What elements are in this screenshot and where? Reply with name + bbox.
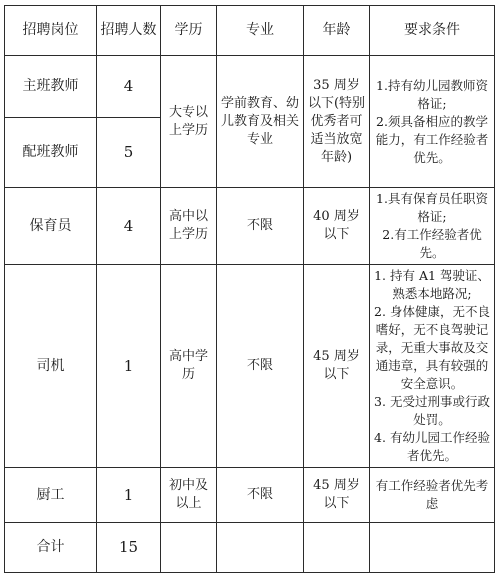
- total-count: 15: [97, 523, 161, 573]
- requirements-cell: [370, 265, 495, 468]
- age-cell: 35 周岁以下(特别优秀者可适当放宽年龄): [304, 56, 370, 188]
- count-cell: 5: [97, 118, 161, 188]
- count-cell: 1: [97, 265, 161, 468]
- post-cell: 司机: [5, 265, 97, 468]
- header-education: 学历: [161, 6, 217, 56]
- table-row: [5, 56, 495, 118]
- post-cell: 主班教师: [5, 56, 97, 118]
- empty-cell: [161, 523, 217, 573]
- requirement-item: 有工作经验者优先考虑: [375, 478, 489, 511]
- requirement-item: 2. 身体健康，无不良嗜好，无不良驾驶记录，无重大事故及交通违章，具有较强的安全意识。: [374, 304, 490, 391]
- empty-cell: [217, 523, 304, 573]
- requirement-item: 1. 持有 A1 驾驶证、熟悉本地路况;: [374, 268, 490, 301]
- header-requirements: 要求条件: [370, 6, 495, 56]
- requirement-item: 3. 无受过刑事或行政处罚。: [374, 394, 490, 427]
- requirement-item: 2.须具备相应的教学能力，有工作经验者优先。: [375, 113, 489, 165]
- requirements-cell: [370, 468, 495, 523]
- count-cell: 4: [97, 188, 161, 265]
- major-cell: 不限: [217, 265, 304, 468]
- age-cell: 45 周岁以下: [304, 265, 370, 468]
- empty-cell: [370, 523, 495, 573]
- header-row: [5, 6, 495, 56]
- major-cell: 不限: [217, 188, 304, 265]
- age-cell: 40 周岁以下: [304, 188, 370, 265]
- education-cell: 高中学历: [161, 265, 217, 468]
- post-cell: 厨工: [5, 468, 97, 523]
- recruitment-table: [4, 5, 495, 573]
- table-row: [5, 188, 495, 265]
- table-row: [5, 468, 495, 523]
- post-cell: 配班教师: [5, 118, 97, 188]
- table-row: [5, 265, 495, 468]
- age-cell: 45 周岁以下: [304, 468, 370, 523]
- requirement-item: 4. 有幼儿园工作经验者优先。: [374, 430, 490, 463]
- requirements-cell: [370, 56, 495, 188]
- requirements-cell: [370, 188, 495, 265]
- count-cell: 1: [97, 468, 161, 523]
- header-count: 招聘人数: [97, 6, 161, 56]
- post-cell: 保育员: [5, 188, 97, 265]
- empty-cell: [304, 523, 370, 573]
- major-cell: 不限: [217, 468, 304, 523]
- education-cell: 初中及以上: [161, 468, 217, 523]
- header-age: 年龄: [304, 6, 370, 56]
- requirement-item: 2.有工作经验者优先。: [382, 227, 482, 260]
- major-cell: 学前教育、幼儿教育及相关专业: [217, 56, 304, 188]
- header-major: 专业: [217, 6, 304, 56]
- total-label: 合计: [5, 523, 97, 573]
- requirement-item: 1.持有幼儿园教师资格证;: [376, 77, 488, 111]
- count-cell: 4: [97, 56, 161, 118]
- header-post: 招聘岗位: [5, 6, 97, 56]
- requirement-item: 1.具有保育员任职资格证;: [376, 191, 488, 224]
- education-cell: 大专以上学历: [161, 56, 217, 188]
- education-cell: 高中以上学历: [161, 188, 217, 265]
- total-row: [5, 523, 495, 573]
